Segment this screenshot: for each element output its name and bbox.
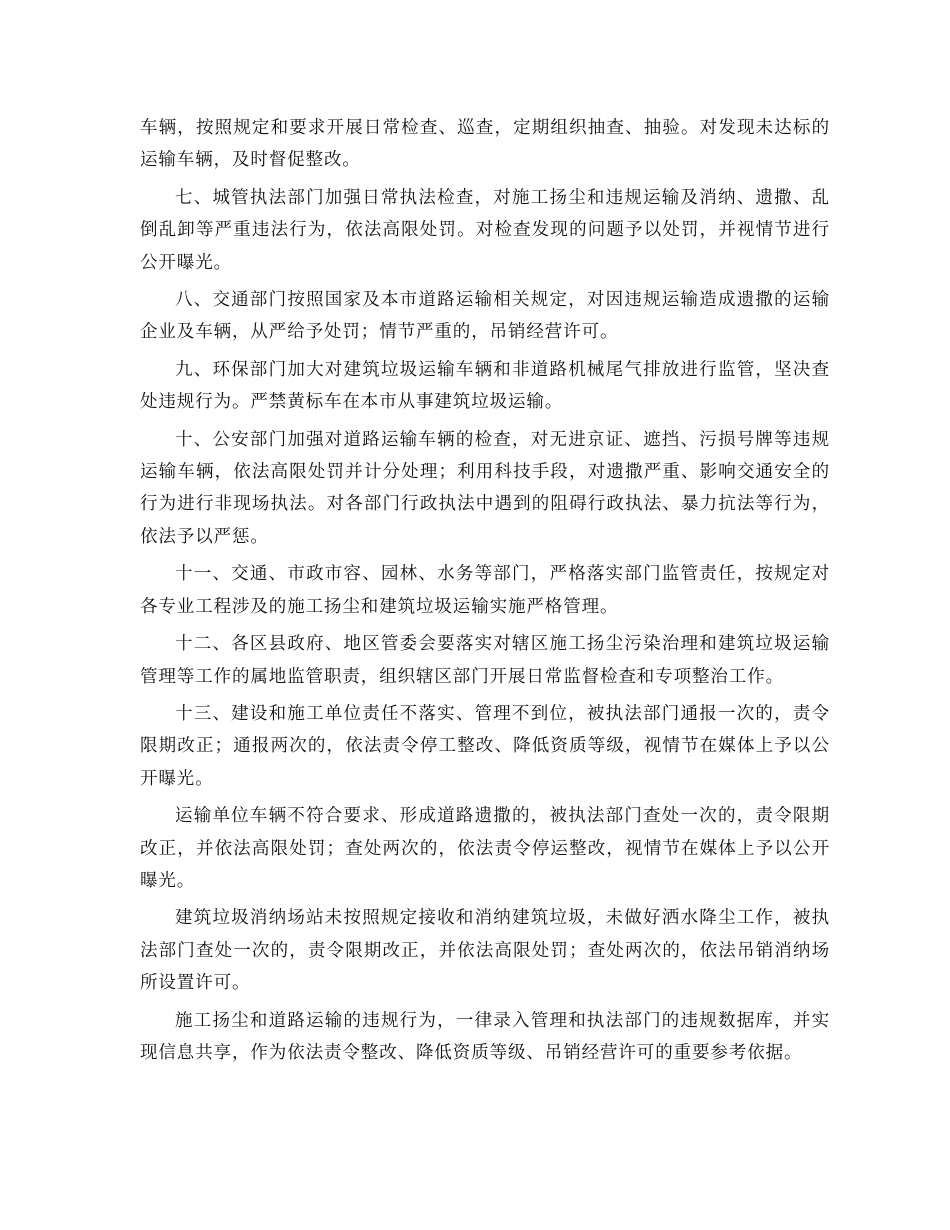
paragraph-violation-database: 施工扬尘和道路运输的违规行为，一律录入管理和执法部门的违规数据库，并实现信息共享，作为依法责令整改、降低资质等级、吊销经营许可的重要参考依据。 bbox=[140, 1010, 830, 1063]
paragraph-item-8: 八、交通部门按照国家及本市道路运输相关规定，对因违规运输造成遗撒的运输企业及车辆，从严给予处罚；情节严重的，吊销经营许可。 bbox=[140, 290, 830, 343]
paragraph-item-13: 十三、建设和施工单位责任不落实、管理不到位，被执法部门通报一次的，责令限期改正；通报两次的，依法责令停工整改、降低资质等级，视情节在媒体上予以公开曝光。 bbox=[140, 703, 830, 789]
document-body bbox=[140, 112, 830, 1069]
paragraph-transport-units: 运输单位车辆不符合要求、形成道路遗撒的，被执法部门查处一次的，责令限期改正，并依法高限处罚；查处两次的，依法责令停运整改，视情节在媒体上予以公开曝光。 bbox=[140, 806, 830, 891]
paragraph-item-11: 十一、交通、市政市容、园林、水务等部门，严格落实部门监管责任，按规定对各专业工程涉及的施工扬尘和建筑垃圾运输实施严格管理。 bbox=[140, 564, 830, 617]
paragraph-item-9: 九、环保部门加大对建筑垃圾运输车辆和非道路机械尾气排放进行监管，坚决查处违规行为。严禁黄标车在本市从事建筑垃圾运输。 bbox=[140, 359, 830, 413]
paragraph-continuation: 车辆，按照规定和要求开展日常检查、巡查，定期组织抽查、抽验。对发现未达标的运输车辆，及时督促整改。 bbox=[140, 118, 830, 171]
paragraph-item-7: 七、城管执法部门加强日常执法检查，对施工扬尘和违规运输及消纳、遗撒、乱倒乱卸等严重违法行为，依法高限处罚。对检查发现的问题予以处罚，并视情节进行公开曝光。 bbox=[140, 187, 830, 273]
paragraph-disposal-sites: 建筑垃圾消纳场站未按照规定接收和消纳建筑垃圾，未做好洒水降尘工作，被执法部门查处一次的，责令限期改正，并依法高限处罚；查处两次的，依法吊销消纳场所设置许可。 bbox=[140, 908, 830, 994]
paragraph-item-12: 十二、各区县政府、地区管委会要落实对辖区施工扬尘污染治理和建筑垃圾运输管理等工作的属地监管职责，组织辖区部门开展日常监督检查和专项整治工作。 bbox=[140, 634, 830, 687]
paragraph-item-10: 十、公安部门加强对道路运输车辆的检查，对无进京证、遮挡、污损号牌等违规运输车辆，依法高限处罚并计分处理；利用科技手段，对遗撒严重、影响交通安全的行为进行非现场执法。对各部门行政执法中遇到的阻碍行政执法、暴力抗法等行为，依法予以严惩。 bbox=[140, 429, 830, 547]
